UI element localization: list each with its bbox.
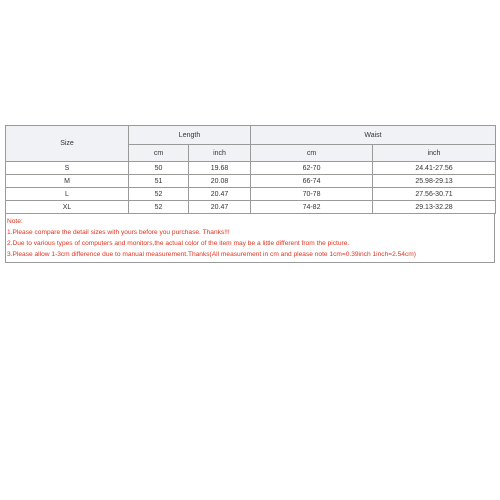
waist-inch-header: inch [373, 145, 496, 162]
table-row [6, 162, 496, 175]
waist-cm-header: cm [251, 145, 373, 162]
waist-inch-cell: 24.41-27.56 [373, 162, 496, 175]
table-row [6, 188, 496, 201]
length-header: Length [129, 126, 251, 145]
waist-header: Waist [251, 126, 496, 145]
notes-title: Note: [7, 218, 23, 225]
waist-inch-cell: 27.56-30.71 [373, 188, 496, 201]
note-item: 2.Due to various types of computers and monitors,the actual color of the item may be a little different from the picture. [7, 240, 350, 247]
waist-cm-cell: 74-82 [251, 201, 373, 214]
length-inch-cell: 20.47 [189, 201, 251, 214]
size-cell: L [6, 188, 129, 201]
table-row [6, 201, 496, 214]
size-header: Size [6, 126, 129, 162]
note-item: 3.Please allow 1-3cm difference due to manual measurement.Thanks(All measurement in cm and please note 1cm=0.39inch 1inch=2.54cm) [7, 251, 416, 258]
length-inch-header: inch [189, 145, 251, 162]
table-row [6, 175, 496, 188]
waist-cm-cell: 62-70 [251, 162, 373, 175]
length-cm-header: cm [129, 145, 189, 162]
waist-cm-cell: 70-78 [251, 188, 373, 201]
length-cm-cell: 52 [129, 201, 189, 214]
size-chart [5, 125, 495, 263]
length-cm-cell: 52 [129, 188, 189, 201]
size-cell: M [6, 175, 129, 188]
length-cm-cell: 51 [129, 175, 189, 188]
notes-box [5, 214, 495, 263]
size-cell: S [6, 162, 129, 175]
size-table [5, 125, 496, 214]
header-row [6, 126, 496, 145]
length-inch-cell: 19.68 [189, 162, 251, 175]
waist-cm-cell: 66-74 [251, 175, 373, 188]
size-cell: XL [6, 201, 129, 214]
waist-inch-cell: 25.98-29.13 [373, 175, 496, 188]
waist-inch-cell: 29.13-32.28 [373, 201, 496, 214]
length-inch-cell: 20.47 [189, 188, 251, 201]
length-inch-cell: 20.08 [189, 175, 251, 188]
note-item: 1.Please compare the detail sizes with yours before you purchase. Thanks!!! [7, 229, 230, 236]
length-cm-cell: 50 [129, 162, 189, 175]
